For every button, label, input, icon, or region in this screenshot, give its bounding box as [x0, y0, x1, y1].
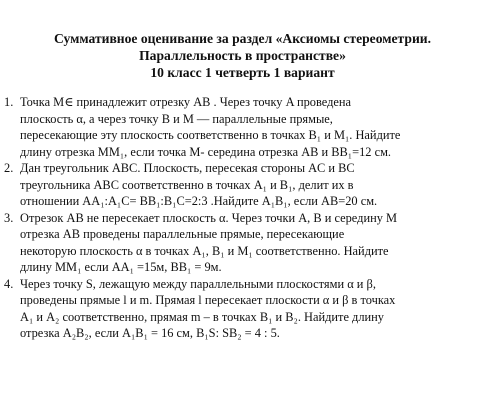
problem-text-line: длину отрезка MM₁, если точка M- середина отрезка AB и BB₁=12 см. [20, 144, 392, 159]
problem-text-line: Отрезок AB не пересекает плоскость α. Через точки A, B и середину M [20, 210, 398, 225]
problem-2 [4, 160, 478, 210]
problem-text-line: отрезка A₂B₂, если A₁B₁ = 16 см, B₁S: SB₂ = 4 : 5. [20, 326, 280, 340]
problem-text-line: Дан треугольник ABC. Плоскость, пересекая стороны AC и BC [20, 161, 355, 175]
problem-text-line: треугольника ABC соответственно в точках A₁ и B₁, делит их в [20, 177, 354, 192]
header-topic-line: Параллельность в пространстве» [139, 48, 346, 63]
problem-text-line: пересекающие эту плоскость соответственно в точках B₁ и M₁. Найдите [20, 128, 401, 142]
problem-text-line: плоскость α, а через точку B и M — параллельные прямые, [20, 111, 333, 126]
problem-4 [4, 276, 478, 342]
worksheet-header [0, 30, 485, 81]
problem-number: 2. [4, 161, 14, 175]
header-title-line: Суммативное оценивание за раздел «Аксиомы стереометрии. [53, 31, 432, 46]
problem-text-line: A₁ и A₂ соответственно, прямая m – в точках B₁ и B₂. Найдите длину [20, 309, 384, 324]
problem-text-line: Через точку S, лежащую между параллельными плоскостями α и β, [20, 276, 376, 291]
problem-1 [4, 94, 478, 160]
problem-text-line: длину MM₁ если AA₁ =15м, BB₁ = 9м. [20, 260, 222, 274]
problem-text-line: проведены прямые l и m. Прямая l пересекает плоскости α и β в точках [20, 293, 396, 307]
problem-text-line: отношении AA₁:A₁C= BB₁:B₁C=2:3 .Найдите A₁B₁, если AB=20 см. [20, 194, 378, 208]
problem-number: 1. [4, 95, 14, 109]
header-grade-variant-line: 10 класс 1 четверть 1 вариант [150, 65, 335, 80]
problem-3 [4, 210, 478, 276]
problem-text-line: некоторую плоскость α в точках A₁, B₁ и M₁ соответственно. Найдите [20, 243, 389, 258]
problem-number: 3. [4, 210, 14, 225]
problem-number: 4. [4, 276, 14, 291]
problem-text-line: Точка M∈ принадлежит отрезку AB . Через точку A проведена [20, 95, 352, 109]
problem-list [4, 94, 478, 342]
problem-text-line: отрезка AB проведены параллельные прямые, пересекающие [20, 227, 345, 241]
